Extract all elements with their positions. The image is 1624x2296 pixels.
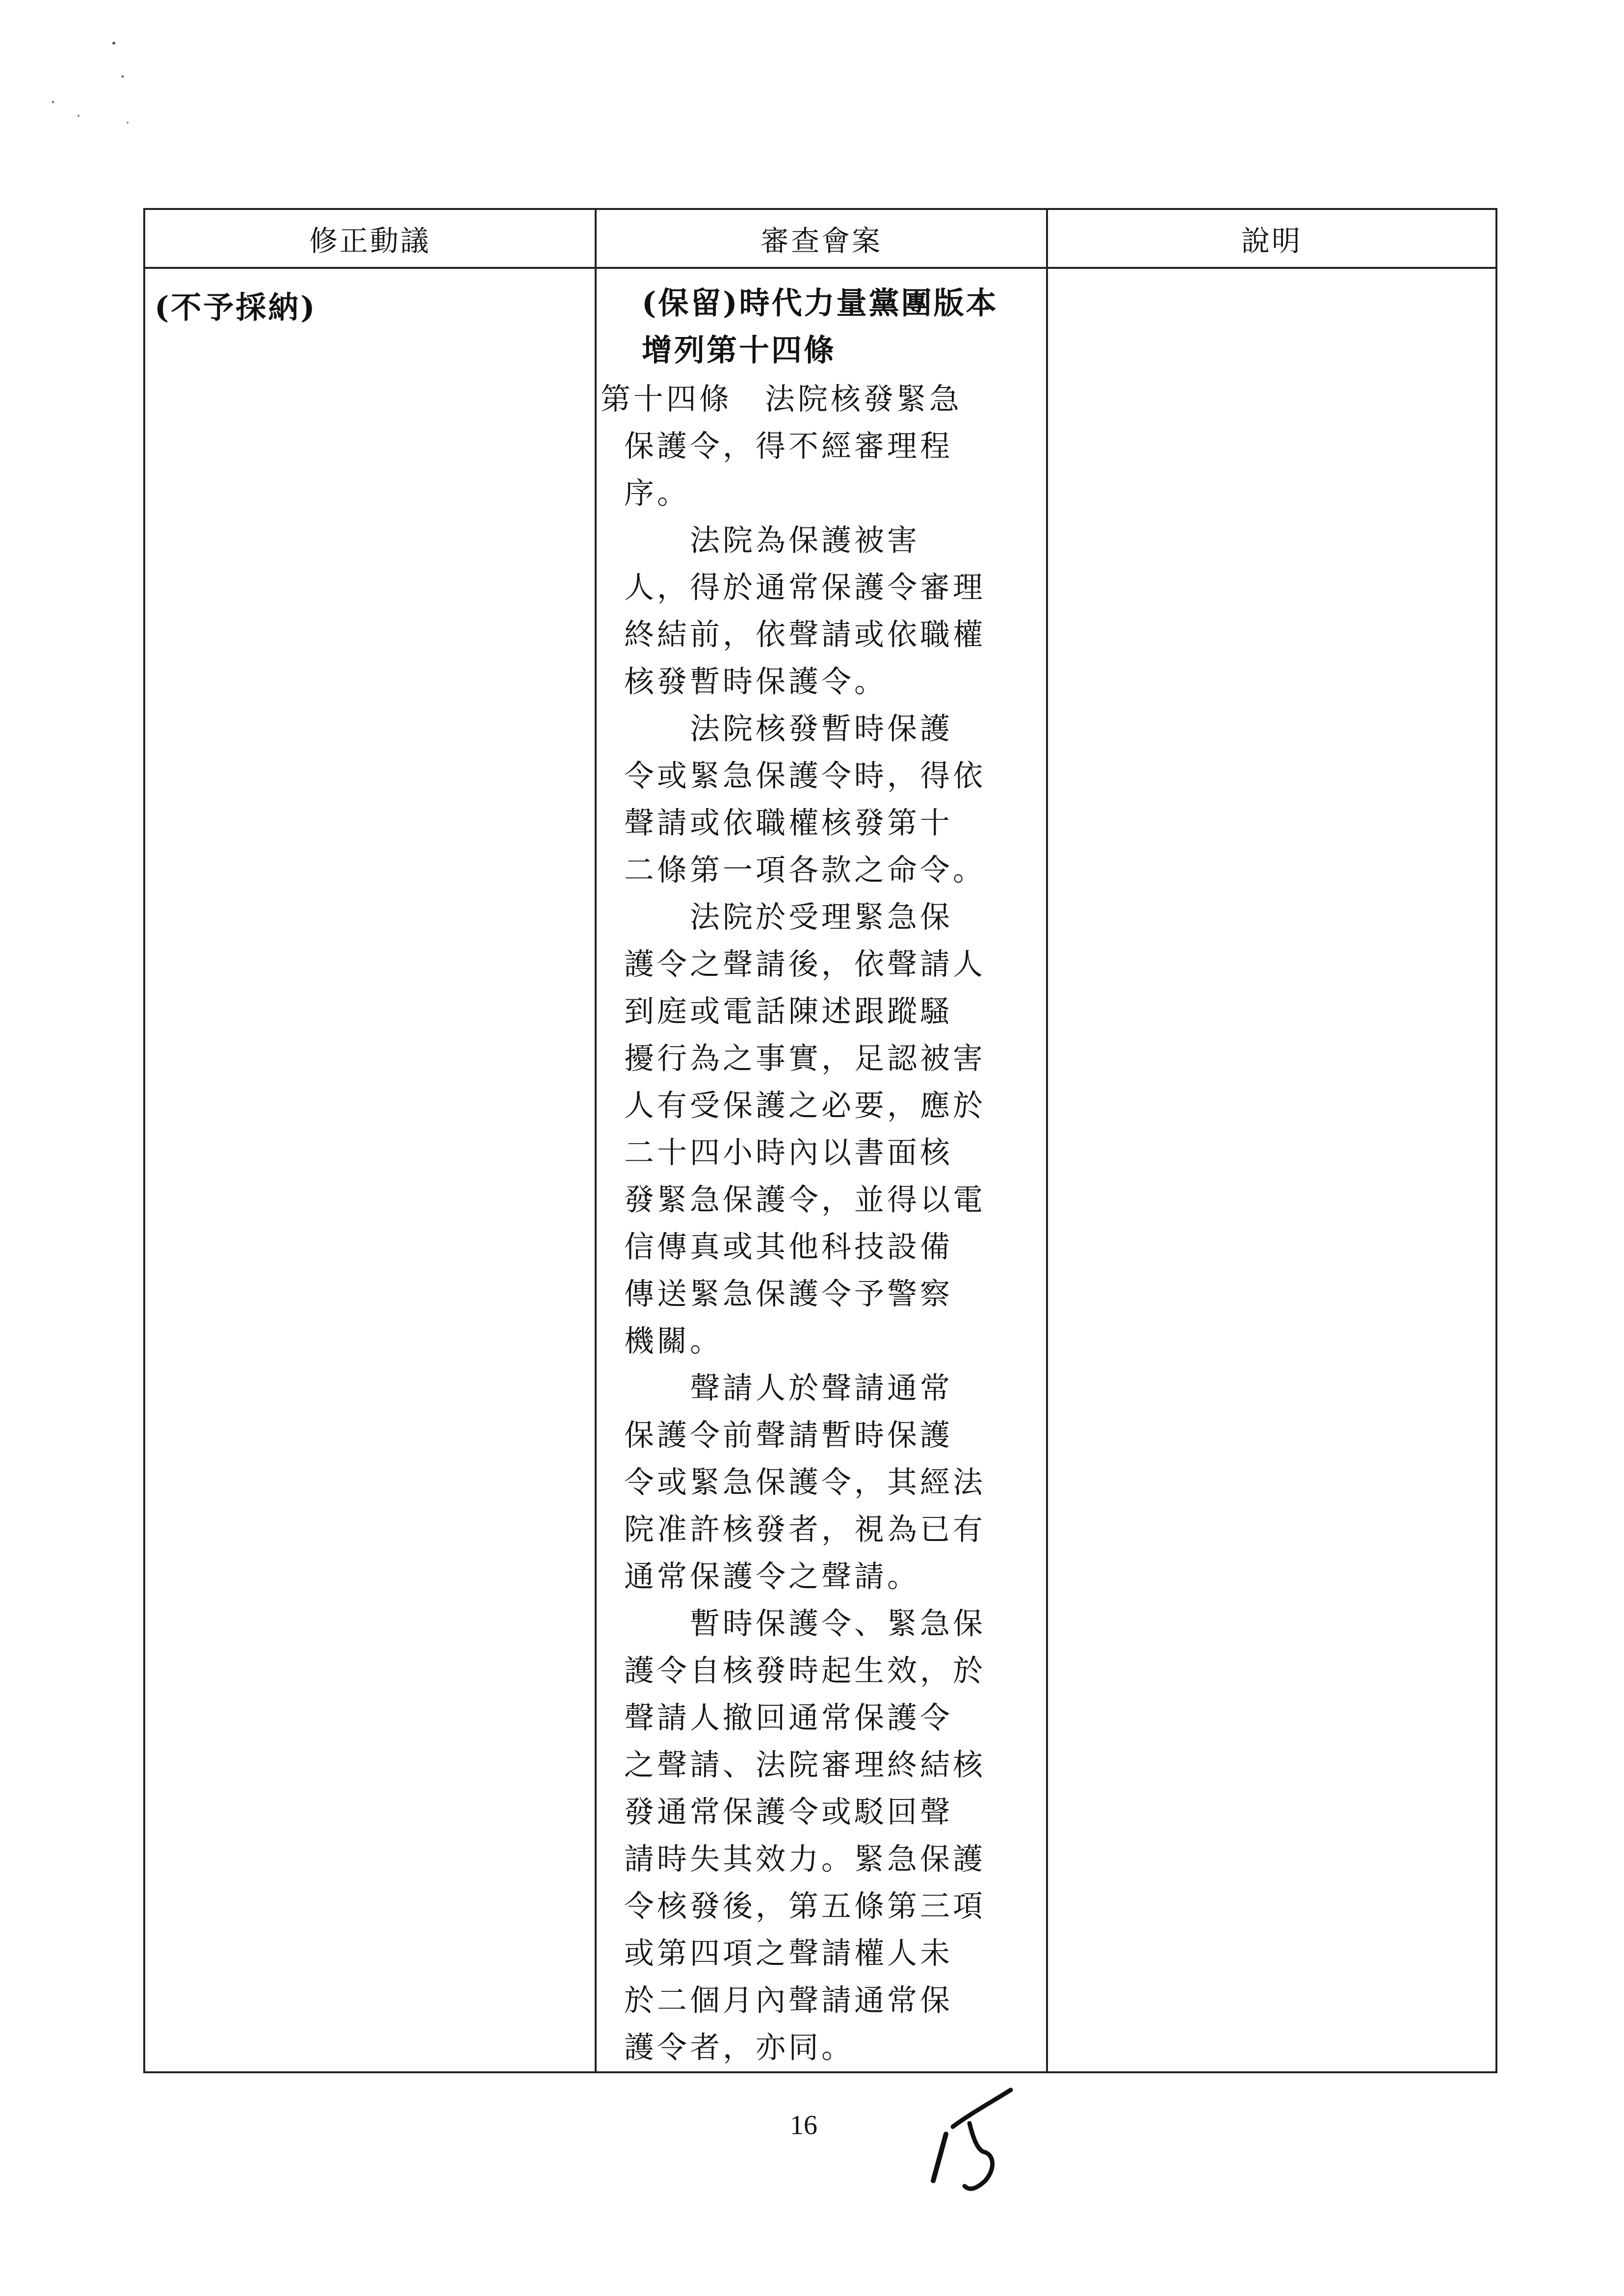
note-cell — [1047, 268, 1496, 2072]
motion-status: (不予採納) — [155, 289, 317, 325]
article-paragraph: 暫時保護令、緊急保 護令自核發時起生效，於 聲請人撤回通常保護令 之聲請、法院審理終結核 發通常保護令或駁回聲 請時失其效力。緊急保護 令核發後，第五條第三項 或第四項之聲請權人未 於二個月內聲請通常保 護令者，亦同。 — [624, 1606, 986, 2065]
article-paragraph: 第十四條 法院核發緊急 保護令，得不經審理程 序。 — [601, 382, 963, 511]
table-header-row — [144, 209, 1496, 268]
article-paragraph: 法院核發暫時保護 令或緊急保護令時，得依 聲請或依職權核發第十 二條第一項各款之命令。 — [624, 711, 986, 887]
table-row — [144, 268, 1496, 2072]
scan-specks — [0, 0, 147, 147]
motion-cell — [144, 268, 596, 2072]
article-paragraph: 法院為保護被害 人，得於通常保護令審理 終結前，依聲請或依職權 核發暫時保護令。 — [624, 523, 986, 699]
article-paragraph: 聲請人於聲請通常 保護令前聲請暫時保護 令或緊急保護令，其經法 院准許核發者，視為已有 通常保護令之聲請。 — [624, 1371, 986, 1594]
review-cell — [596, 268, 1047, 2072]
article-paragraph: 法院於受理緊急保 護令之聲請後，依聲請人 到庭或電話陳述跟蹤騷 擾行為之事實，足認被害 人有受保護之必要，應於 二十四小時內以書面核 發緊急保護令，並得以電 信傳真或其他科技設備 傳送緊急保護令予警察 機關。 — [624, 900, 986, 1358]
review-title: (保留)時代力量黨團版本 增列第十四條 — [642, 285, 998, 368]
header-review: 審查會案 — [596, 209, 1047, 268]
amendment-table — [143, 208, 1497, 2073]
page-number: 16 — [790, 2110, 817, 2140]
header-note: 說明 — [1047, 209, 1496, 268]
handwritten-page-mark — [922, 2080, 1021, 2203]
header-motion: 修正動議 — [144, 209, 596, 268]
